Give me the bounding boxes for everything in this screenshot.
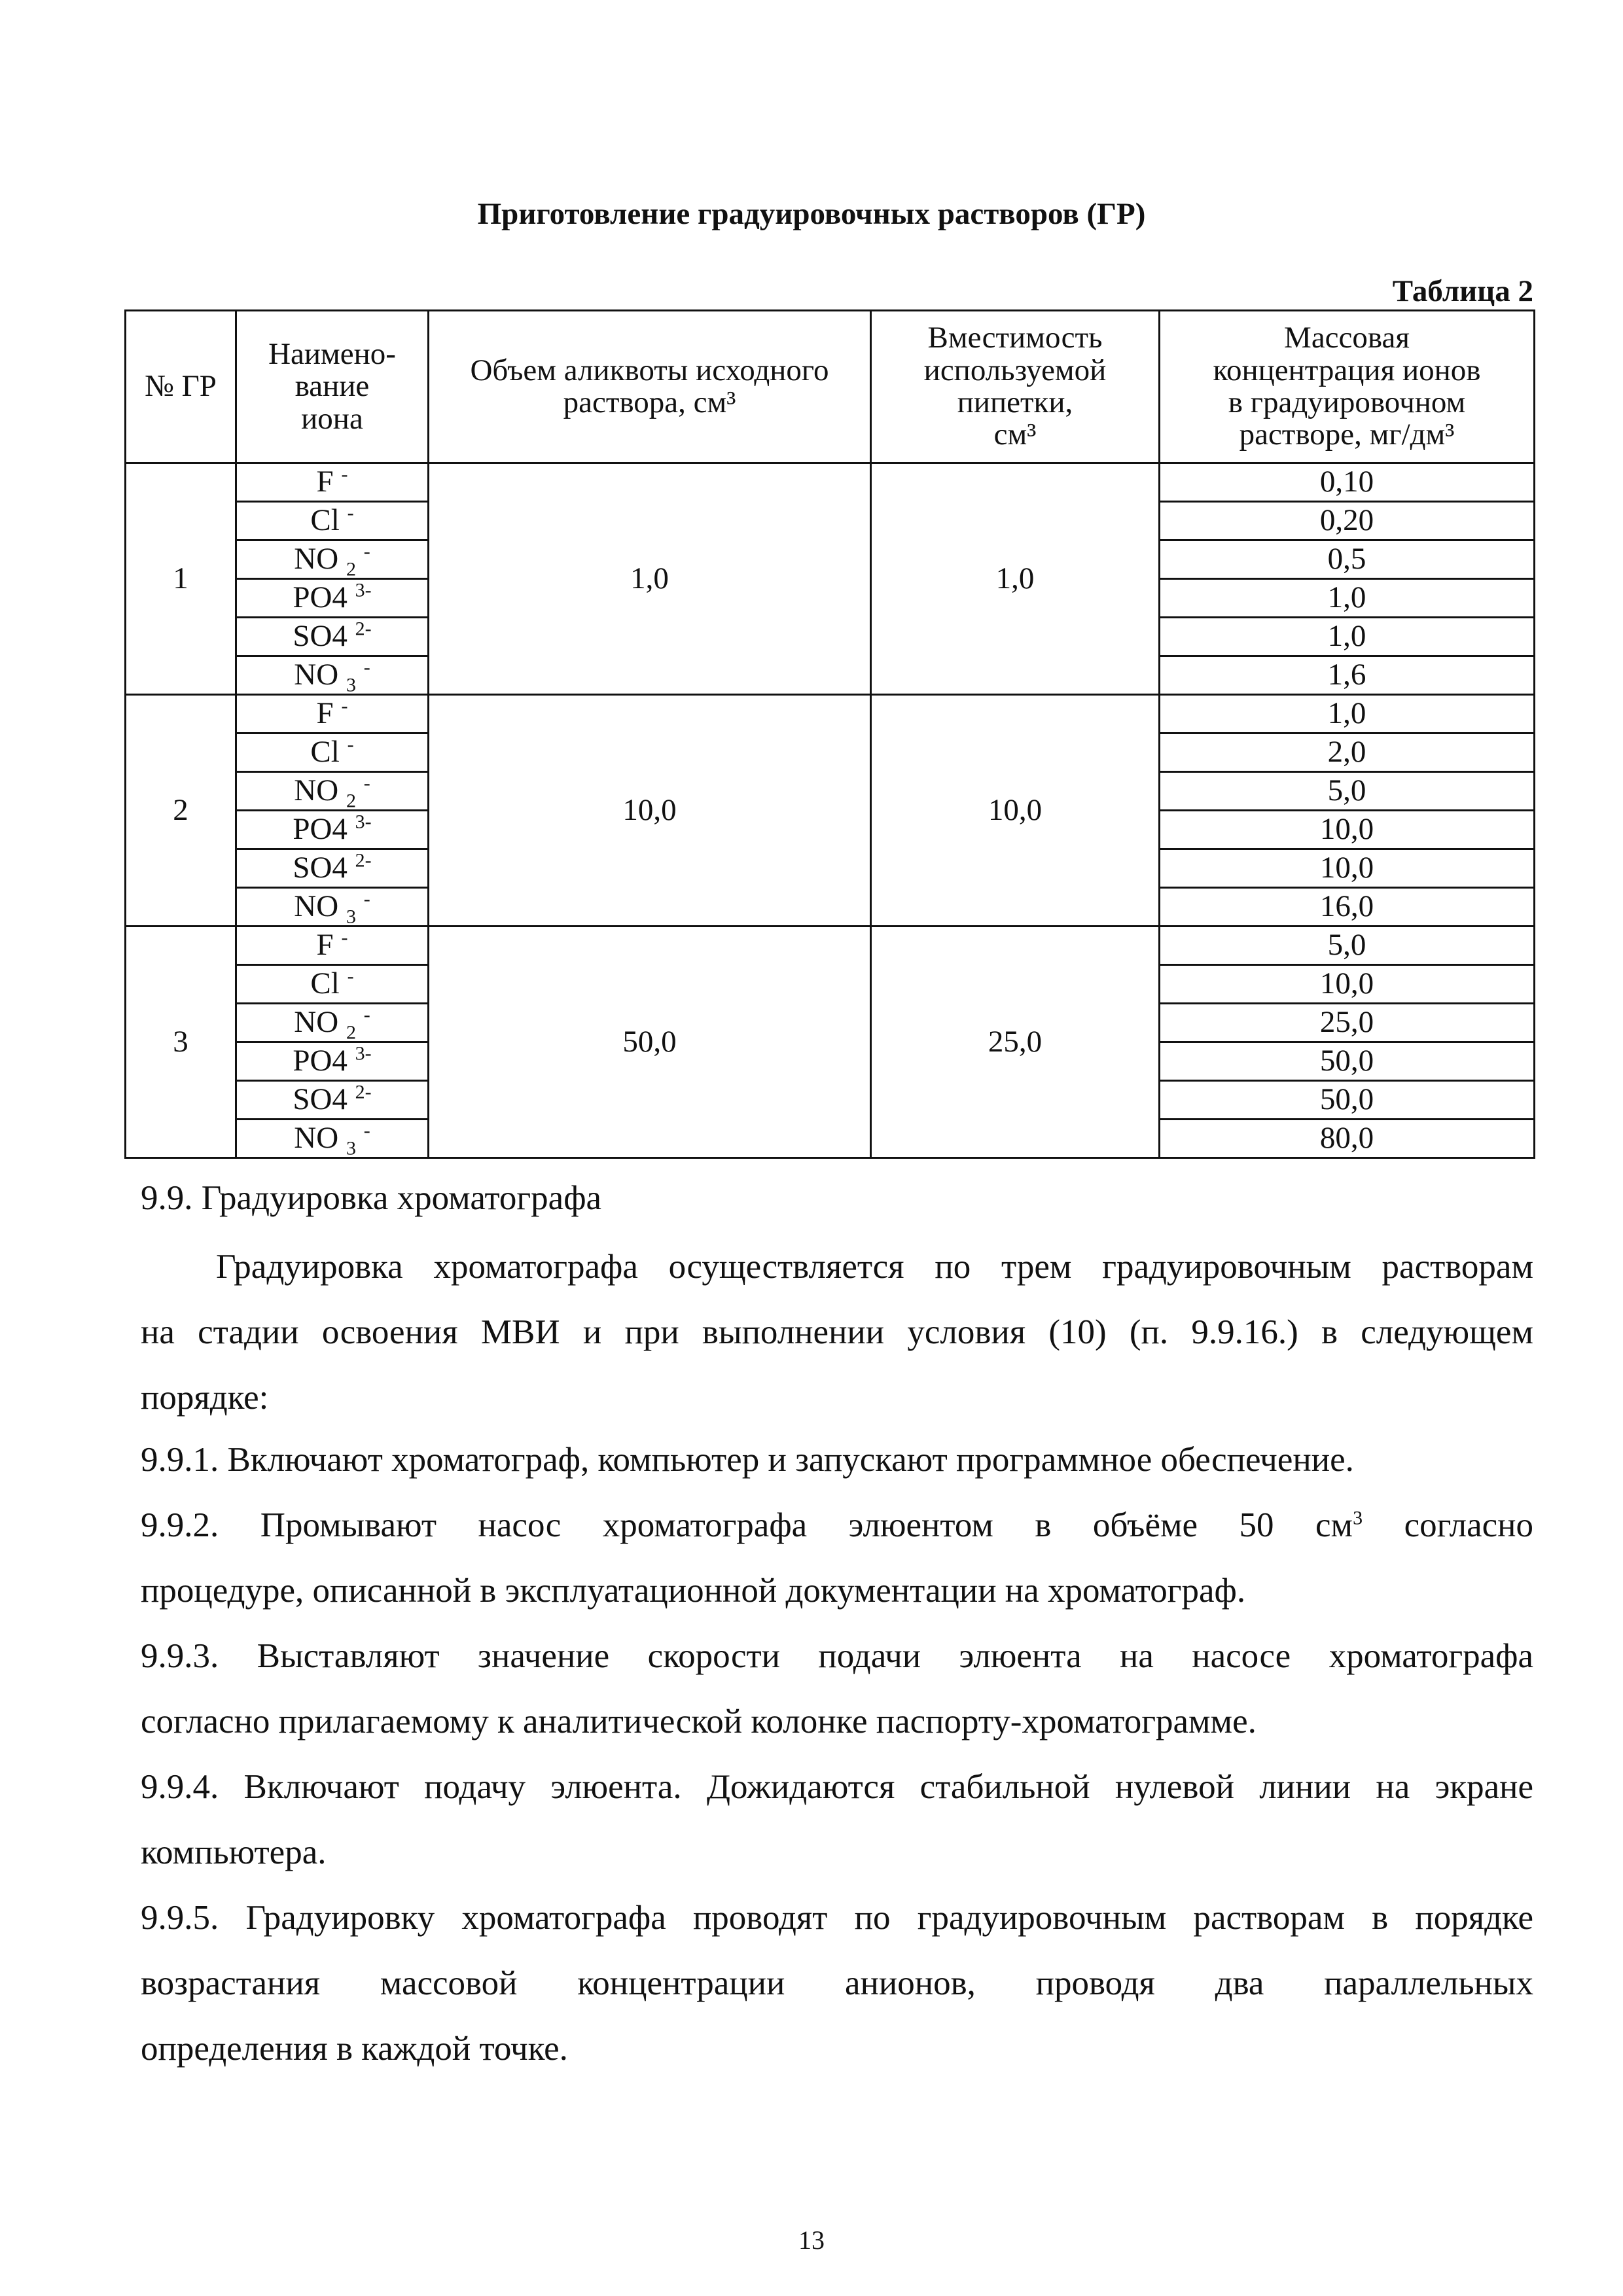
pipette-capacity-cell: 10,0 [871,695,1160,927]
ion-formula-base: NO [294,1121,339,1156]
ion-charge-superscript: 3- [355,811,372,833]
section-heading: 9.9. Градуировка хроматографа [141,1179,602,1217]
ion-charge-superscript: - [347,733,354,756]
table-row [126,463,1535,502]
mass-concentration-cell: 10,0 [1160,965,1535,1004]
step-2-text: 9.9.2. Промывают насос хроматографа элюентом в объёме 50 см [141,1506,1353,1544]
solution-number-cell: 3 [126,927,236,1158]
header-mass-concentration: Массовая концентрация ионов в градуировочном растворе, мг/дм³ [1160,311,1535,463]
ion-charge-superscript: - [341,695,348,717]
ion-formula-subscript: 2 [346,790,356,812]
ion-charge-superscript: - [347,502,354,524]
mass-concentration-cell: 50,0 [1160,1042,1535,1081]
mass-concentration-cell: 50,0 [1160,1081,1535,1120]
ion-charge-superscript: - [347,965,354,987]
ion-charge-superscript: - [341,927,348,949]
ion-charge-superscript: - [363,540,370,563]
step-5-line-3: определения в каждой точке. [141,2030,568,2068]
ion-formula-base: Cl [310,966,340,1001]
mass-concentration-cell: 10,0 [1160,849,1535,888]
mass-concentration-cell: 0,20 [1160,502,1535,540]
mass-concentration-cell: 1,6 [1160,656,1535,695]
ion-charge-superscript: 2- [355,618,372,640]
ion-formula-base: NO [294,658,339,692]
header-ion-name: Наимено- вание иона [236,311,429,463]
ion-formula-base: F [316,465,334,499]
mass-concentration-cell: 1,0 [1160,579,1535,618]
pipette-capacity-cell: 25,0 [871,927,1160,1158]
ion-name-cell [236,579,429,618]
step-2-superscript: 3 [1353,1507,1363,1529]
table-label: Таблица 2 [1392,274,1533,308]
mass-concentration-cell: 0,5 [1160,540,1535,579]
step-2-line-1 [141,1508,1533,1543]
step-5-line-1: 9.9.5. Градуировку хроматографа проводят по градуировочным растворам в порядке [141,1899,1533,1937]
mass-concentration-cell: 16,0 [1160,888,1535,927]
ion-name-cell [236,463,429,502]
ion-name-cell [236,1081,429,1120]
header-aliquot-volume: Объем аликвоты исходного раствора, см³ [429,311,871,463]
ion-charge-superscript: 3- [355,1042,372,1065]
ion-name-cell [236,1004,429,1042]
ion-charge-superscript: 2- [355,849,372,872]
ion-charge-superscript: - [341,463,348,486]
ion-formula-base: PO4 [293,1044,348,1078]
ion-formula-subscript: 2 [346,558,356,580]
ion-name-cell [236,695,429,733]
ion-formula-base: SO4 [293,1082,348,1117]
ion-name-cell [236,849,429,888]
ion-name-cell [236,888,429,927]
ion-name-cell [236,772,429,811]
ion-name-cell [236,733,429,772]
ion-name-cell [236,618,429,656]
ion-charge-superscript: - [363,656,370,679]
paragraph-line: на стадии освоения МВИ и при выполнении условия (10) (п. 9.9.16.) в следующем [141,1313,1533,1351]
mass-concentration-cell: 1,0 [1160,618,1535,656]
mass-concentration-cell: 2,0 [1160,733,1535,772]
step-3-line-1: 9.9.3. Выставляют значение скорости подачи элюента на насосе хроматографа [141,1637,1533,1675]
ion-name-cell [236,540,429,579]
step-2-line-2: процедуре, описанной в эксплуатационной документации на хроматограф. [141,1572,1246,1610]
pipette-capacity-cell: 1,0 [871,463,1160,695]
ion-charge-superscript: - [363,1004,370,1026]
solution-number-cell: 2 [126,695,236,927]
ion-name-cell [236,927,429,965]
step-3-line-2: согласно прилагаемому к аналитической колонке паспорту-хроматограмме. [141,1703,1257,1740]
ion-formula-base: NO [294,1005,339,1040]
step-4-line-2: компьютера. [141,1833,327,1871]
ion-formula-base: NO [294,889,339,924]
ion-name-cell [236,502,429,540]
ion-formula-base: Cl [310,735,340,769]
paragraph-line: порядке: [141,1379,269,1417]
ion-formula-subscript: 2 [346,1021,356,1044]
page-title: Приготовление градуировочных растворов (ГР) [477,197,1146,231]
ion-charge-superscript: 3- [355,579,372,601]
ion-formula-base: PO4 [293,580,348,615]
ion-name-cell [236,1042,429,1081]
ion-charge-superscript: 2- [355,1081,372,1103]
header-pipette-capacity: Вместимость используемой пипетки, см³ [871,311,1160,463]
step-2-text-end: согласно [1363,1506,1533,1544]
aliquot-volume-cell: 50,0 [429,927,871,1158]
step-1: 9.9.1. Включают хроматограф, компьютер и запускают программное обеспечение. [141,1441,1354,1479]
page-number: 13 [798,2225,825,2255]
mass-concentration-cell: 1,0 [1160,695,1535,733]
ion-formula-subscript: 3 [346,674,356,696]
mass-concentration-cell: 80,0 [1160,1120,1535,1158]
table-row [126,927,1535,965]
ion-formula-base: NO [294,542,339,576]
ion-formula-base: Cl [310,503,340,538]
ion-formula-subscript: 3 [346,906,356,928]
table-header-row [126,311,1535,463]
ion-name-cell [236,965,429,1004]
paragraph-line: Градуировка хроматографа осуществляется по трем градуировочным растворам [216,1248,1533,1286]
mass-concentration-cell: 10,0 [1160,811,1535,849]
mass-concentration-cell: 5,0 [1160,772,1535,811]
ion-formula-base: F [316,928,334,963]
ion-name-cell [236,811,429,849]
header-solution-number: № ГР [126,311,236,463]
ion-formula-subscript: 3 [346,1137,356,1159]
mass-concentration-cell: 5,0 [1160,927,1535,965]
step-4-line-1: 9.9.4. Включают подачу элюента. Дожидаются стабильной нулевой линии на экране [141,1768,1533,1806]
ion-charge-superscript: - [363,1120,370,1142]
solution-number-cell: 1 [126,463,236,695]
ion-formula-base: NO [294,773,339,808]
ion-name-cell [236,656,429,695]
ion-charge-superscript: - [363,772,370,794]
ion-formula-base: SO4 [293,619,348,654]
step-5-line-2: возрастания массовой концентрации анионов, проводя два параллельных [141,1964,1533,2002]
ion-formula-base: SO4 [293,851,348,885]
mass-concentration-cell: 25,0 [1160,1004,1535,1042]
mass-concentration-cell: 0,10 [1160,463,1535,502]
ion-charge-superscript: - [363,888,370,910]
aliquot-volume-cell: 1,0 [429,463,871,695]
ion-formula-base: PO4 [293,812,348,847]
aliquot-volume-cell: 10,0 [429,695,871,927]
ion-name-cell [236,1120,429,1158]
table-row [126,695,1535,733]
calibration-solutions-table [124,309,1535,1159]
ion-formula-base: F [316,696,334,731]
